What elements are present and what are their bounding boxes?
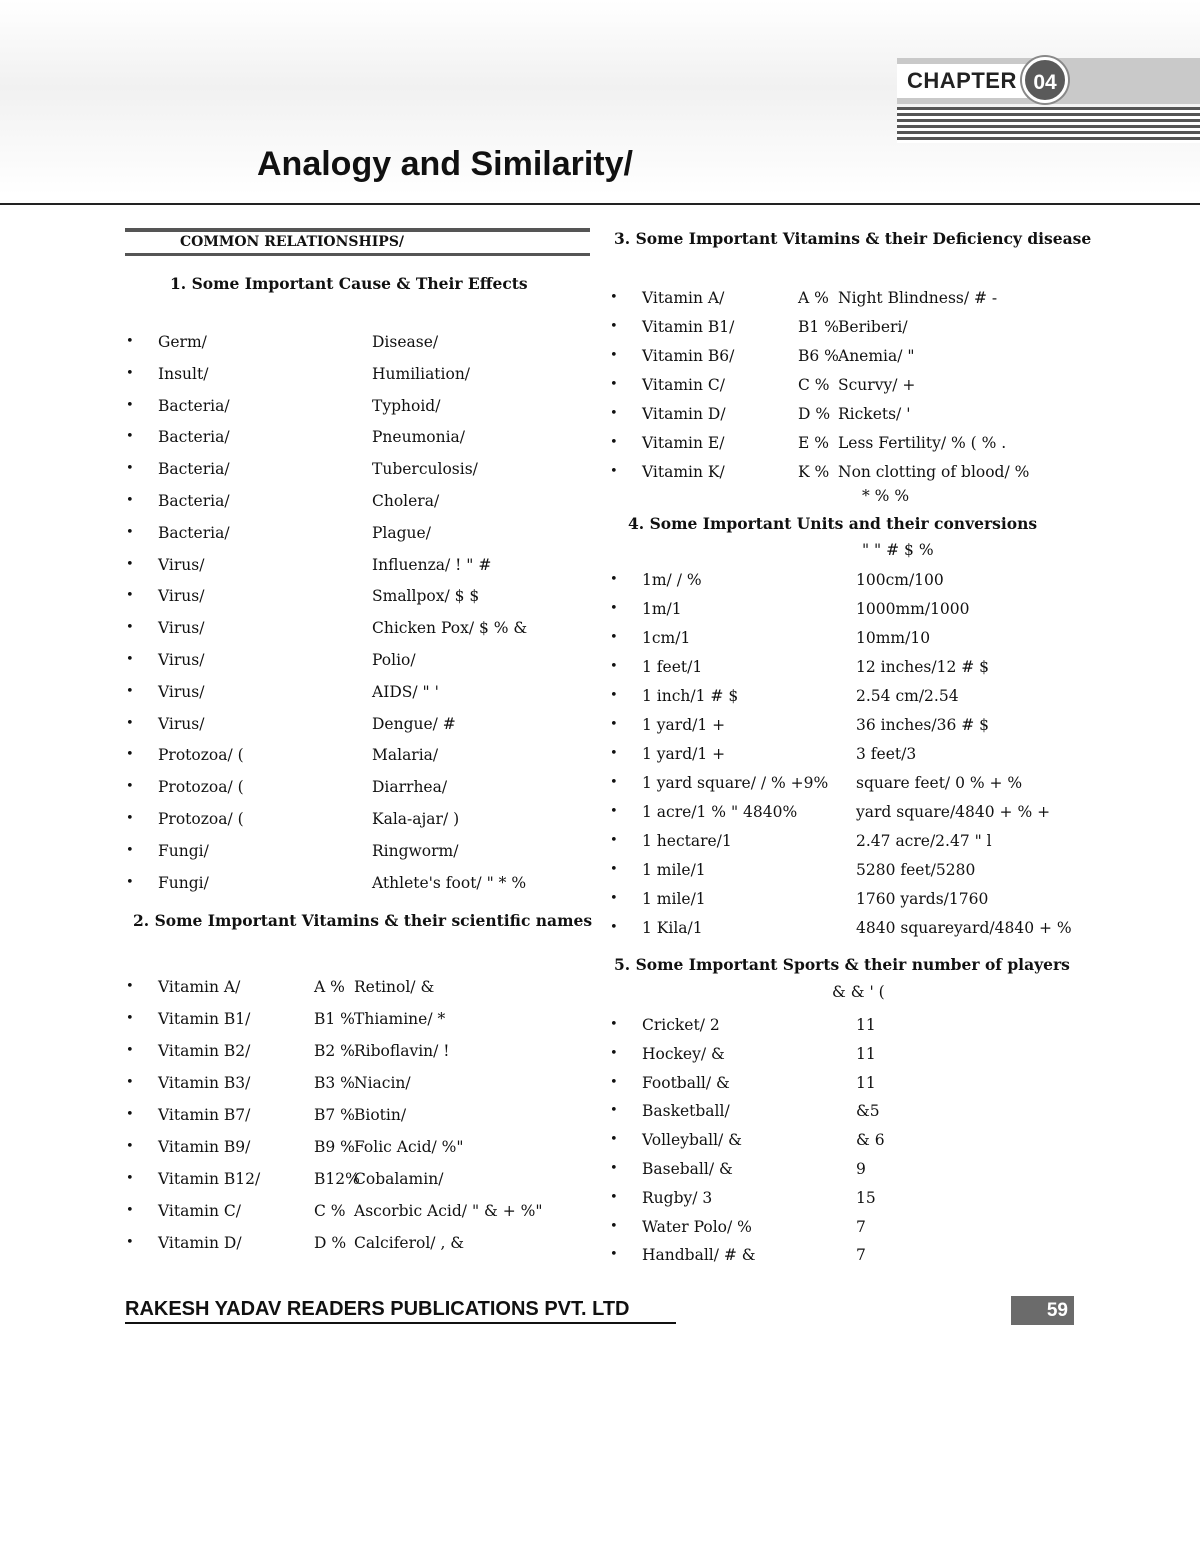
item-term: 1 yard square/ / % +9% (642, 774, 829, 792)
bullet-icon: • (610, 377, 618, 392)
item-term: Bacteria/ (158, 492, 230, 510)
item-value: Polio/ (372, 651, 416, 669)
units-subline: " " # $ % (862, 541, 934, 559)
item-value: 4840 squareyard/4840 + % (856, 919, 1072, 937)
item-code: B1 % (314, 1010, 355, 1028)
item-code: D % (798, 405, 831, 423)
bullet-icon: • (610, 1045, 618, 1061)
bullet-icon: • (610, 572, 618, 587)
item-term: Water Polo/ % (642, 1217, 752, 1236)
item-value: Dengue/ # (372, 714, 456, 733)
item-term: 1 acre/1 % " 4840% (642, 803, 798, 821)
item-value: Humiliation/ (372, 364, 471, 383)
item-term: Vitamin A/ (158, 978, 241, 996)
item-value: 2.47 acre/2.47 " l (856, 832, 992, 850)
item-code: K % (798, 463, 830, 481)
item-term: Insult/ (158, 364, 209, 383)
item-value: 10mm/10 (856, 629, 931, 647)
bullet-icon: • (610, 775, 618, 790)
bullet-icon: • (126, 429, 134, 445)
bullet-icon: • (610, 891, 618, 906)
bullet-icon: • (610, 1161, 618, 1176)
item-term: Vitamin D/ (158, 1234, 242, 1252)
item-value: Thiamine/ * (354, 1010, 446, 1028)
bullet-icon: • (610, 1017, 618, 1032)
item-term: 1m/ / % (642, 571, 702, 589)
bullet-icon: • (610, 1103, 618, 1119)
item-value: Rickets/ ' (838, 405, 911, 423)
item-value: Kala-ajar/ ) (372, 810, 460, 828)
item-term: 1cm/1 (642, 629, 691, 647)
item-value: Smallpox/ $ $ (372, 587, 480, 606)
item-code: B3 % (314, 1074, 355, 1092)
item-value: Cholera/ (372, 492, 440, 510)
bullet-icon: • (126, 1139, 134, 1154)
bullet-icon: • (610, 746, 618, 761)
bullet-icon: • (126, 524, 134, 540)
bullet-icon: • (126, 747, 134, 763)
item-value: Night Blindness/ # - (838, 289, 998, 307)
bullet-icon: • (610, 717, 618, 732)
item-term: Vitamin K/ (642, 463, 725, 481)
item-term: Basketball/ (642, 1102, 730, 1121)
bullet-icon: • (126, 493, 134, 508)
item-term: Handball/ # & (642, 1246, 756, 1265)
bullet-icon: • (610, 630, 618, 645)
item-value: 15 (856, 1188, 876, 1207)
bullet-icon: • (610, 319, 618, 334)
item-term: Virus/ (158, 714, 205, 733)
bullet-icon: • (126, 652, 134, 667)
item-value: Scurvy/ + (838, 376, 916, 394)
item-term: 1 yard/1 + (642, 745, 726, 763)
item-code: B1 % (798, 318, 839, 336)
bullet-icon: • (610, 601, 618, 616)
bullet-icon: • (126, 461, 134, 477)
item-value: Folic Acid/ %" (354, 1138, 464, 1156)
item-code: B7 % (314, 1106, 355, 1124)
bullet-icon: • (126, 842, 134, 858)
item-term: Vitamin C/ (158, 1202, 241, 1220)
footer-underline (125, 1322, 676, 1324)
item-term: Baseball/ & (642, 1160, 733, 1178)
item-value: Pneumonia/ (372, 428, 465, 447)
item-value: AIDS/ " ' (372, 682, 439, 701)
item-value: Chicken Pox/ $ % & (372, 619, 528, 638)
section-heading-cause-effects: 1. Some Important Cause & Their Effects (170, 274, 528, 293)
item-code: B12% (314, 1170, 360, 1188)
item-term: Vitamin B6/ (642, 347, 735, 365)
item-value: 11 (856, 1016, 876, 1034)
item-code: B9 % (314, 1138, 355, 1156)
item-code: B2 % (314, 1042, 355, 1060)
bullet-icon: • (610, 688, 618, 703)
item-term: Cricket/ 2 (642, 1016, 720, 1034)
item-value: Diarrhea/ (372, 778, 448, 797)
item-term: Football/ & (642, 1073, 730, 1092)
item-value: 2.54 cm/2.54 (856, 687, 959, 705)
item-term: Rugby/ 3 (642, 1188, 713, 1207)
bullet-icon: • (610, 1247, 618, 1263)
item-value: Beriberi/ (838, 318, 908, 336)
item-value: 11 (856, 1044, 876, 1063)
item-term: Protozoa/ ( (158, 746, 244, 765)
item-value: 7 (856, 1217, 866, 1236)
item-term: Vitamin B1/ (642, 318, 735, 336)
bullet-icon: • (610, 406, 618, 421)
item-term: Fungi/ (158, 873, 209, 892)
item-term: Vitamin B9/ (158, 1138, 251, 1156)
bullet-icon: • (610, 290, 618, 305)
item-value: 1760 yards/1760 (856, 890, 989, 908)
item-term: Vitamin E/ (642, 434, 725, 452)
bullet-icon: • (126, 1203, 134, 1218)
page-number: 59 (1011, 1296, 1074, 1325)
bullet-icon: • (610, 1132, 618, 1148)
item-value: Niacin/ (354, 1074, 411, 1092)
bullet-icon: • (126, 811, 134, 826)
chapter-number: 04 (1022, 57, 1068, 103)
item-value: &5 (856, 1102, 880, 1121)
item-term: Vitamin B3/ (158, 1074, 251, 1092)
bullet-icon: • (610, 920, 618, 935)
item-code: C % (314, 1202, 346, 1220)
item-term: 1 inch/1 # $ (642, 687, 739, 705)
item-value: 11 (856, 1073, 876, 1092)
item-value: Tuberculosis/ (372, 460, 478, 479)
item-term: 1 Kila/1 (642, 919, 703, 937)
item-value: 1000mm/1000 (856, 600, 970, 618)
item-value: Anemia/ " (838, 347, 915, 365)
item-term: Protozoa/ ( (158, 778, 244, 797)
item-value: & 6 (856, 1131, 885, 1150)
item-code: B6 % (798, 347, 839, 365)
item-term: Virus/ (158, 682, 205, 701)
common-relationships-banner (125, 228, 590, 256)
bullet-icon: • (126, 874, 134, 890)
item-term: Vitamin D/ (642, 405, 726, 423)
item-value: Less Fertility/ % ( % . (838, 434, 1007, 452)
section-heading-sports: 5. Some Important Sports & their number of players (614, 955, 1070, 974)
item-term: Volleyball/ & (642, 1131, 742, 1150)
item-term: Fungi/ (158, 841, 209, 860)
item-value: 12 inches/12 # $ (856, 658, 990, 676)
item-value: Riboflavin/ ! (354, 1042, 450, 1060)
bullet-icon: • (126, 683, 134, 699)
item-value: Retinol/ & (354, 978, 435, 996)
chapter-badge (897, 58, 1200, 104)
item-term: 1 feet/1 (642, 658, 703, 676)
item-term: Vitamin A/ (642, 289, 725, 307)
item-term: Vitamin B1/ (158, 1010, 251, 1028)
item-code: A % (314, 978, 345, 996)
chapter-label: CHAPTER (907, 68, 1017, 93)
item-term: Virus/ (158, 619, 205, 638)
bullet-icon: • (126, 365, 134, 381)
item-code: A % (798, 289, 829, 307)
item-term: 1m/1 (642, 600, 682, 618)
bullet-icon: • (610, 833, 618, 848)
item-term: Protozoa/ ( (158, 810, 244, 828)
item-value: Athlete's foot/ " * % (372, 873, 527, 892)
bullet-icon: • (126, 1107, 134, 1122)
item-code: D % (314, 1234, 347, 1252)
section-heading-vitamin-deficiency: 3. Some Important Vitamins & their Deficiency disease (614, 229, 1092, 248)
item-value: Non clotting of blood/ % (838, 463, 1030, 481)
item-value: Biotin/ (354, 1106, 407, 1124)
bullet-icon: • (126, 715, 134, 731)
item-value: 3 feet/3 (856, 745, 917, 763)
item-value: 7 (856, 1246, 866, 1265)
bullet-icon: • (610, 804, 618, 819)
item-term: Virus/ (158, 555, 205, 574)
bullet-icon: • (610, 1189, 618, 1205)
item-term: 1 yard/1 + (642, 716, 726, 734)
item-value: square feet/ 0 % + % (856, 774, 1023, 792)
section-heading-vitamin-names: 2. Some Important Vitamins & their scientific names (133, 911, 593, 930)
chapter-label-box (897, 64, 1027, 98)
item-term: Vitamin B2/ (158, 1042, 251, 1060)
bullet-icon: • (126, 397, 134, 413)
sports-subline: & & ' ( (832, 983, 885, 1001)
item-term: Vitamin B7/ (158, 1106, 251, 1124)
publisher-name: RAKESH YADAV READERS PUBLICATIONS PVT. LTD (125, 1298, 630, 1320)
item-value: Disease/ (372, 333, 439, 351)
bullet-icon: • (610, 348, 618, 363)
vitamin-deficiency-continuation: * % % (862, 487, 910, 505)
item-term: Hockey/ & (642, 1044, 725, 1063)
bullet-icon: • (610, 1074, 618, 1090)
item-term: Virus/ (158, 651, 205, 669)
item-term: Vitamin C/ (642, 376, 725, 394)
bullet-icon: • (126, 979, 134, 994)
item-value: 36 inches/36 # $ (856, 716, 990, 734)
item-value: 9 (856, 1160, 866, 1178)
bullet-icon: • (126, 588, 134, 604)
item-term: Vitamin B12/ (158, 1170, 261, 1188)
item-term: Bacteria/ (158, 523, 230, 542)
bullet-icon: • (126, 620, 134, 636)
item-term: Bacteria/ (158, 460, 230, 479)
bullet-icon: • (126, 779, 134, 795)
item-value: Ringworm/ (372, 841, 459, 860)
item-term: 1 mile/1 (642, 890, 706, 908)
item-value: Malaria/ (372, 746, 439, 765)
item-value: 100cm/100 (856, 571, 944, 589)
item-term: Germ/ (158, 333, 207, 351)
item-code: E % (798, 434, 829, 452)
decorative-stripes (897, 107, 1200, 143)
item-value: Ascorbic Acid/ " & + %" (354, 1202, 543, 1220)
bullet-icon: • (126, 556, 134, 572)
bullet-icon: • (126, 1235, 134, 1250)
bullet-icon: • (126, 1171, 134, 1186)
item-value: Typhoid/ (372, 396, 441, 415)
item-value: yard square/4840 + % + (856, 803, 1051, 821)
item-value: Cobalamin/ (354, 1170, 444, 1188)
bullet-icon: • (126, 1043, 134, 1058)
item-term: 1 mile/1 (642, 861, 706, 879)
bullet-icon: • (610, 464, 618, 479)
title-divider (0, 203, 1200, 205)
common-relationships-label: COMMON RELATIONSHIPS/ (180, 234, 405, 250)
bullet-icon: • (610, 1218, 618, 1234)
bullet-icon: • (126, 1075, 134, 1090)
item-code: C % (798, 376, 830, 394)
item-value: 5280 feet/5280 (856, 861, 976, 879)
item-term: Virus/ (158, 587, 205, 606)
item-term: Bacteria/ (158, 428, 230, 447)
item-term: Bacteria/ (158, 396, 230, 415)
bullet-icon: • (126, 334, 134, 349)
section-heading-units: 4. Some Important Units and their conversions (628, 514, 1038, 533)
item-value: Influenza/ ! " # (372, 555, 492, 574)
item-value: Plague/ (372, 523, 431, 542)
bullet-icon: • (610, 659, 618, 674)
item-value: Calciferol/ , & (354, 1234, 465, 1252)
bullet-icon: • (610, 435, 618, 450)
item-term: 1 hectare/1 (642, 832, 732, 850)
bullet-icon: • (610, 862, 618, 877)
page-title: Analogy and Similarity/ (257, 145, 633, 183)
bullet-icon: • (126, 1011, 134, 1026)
